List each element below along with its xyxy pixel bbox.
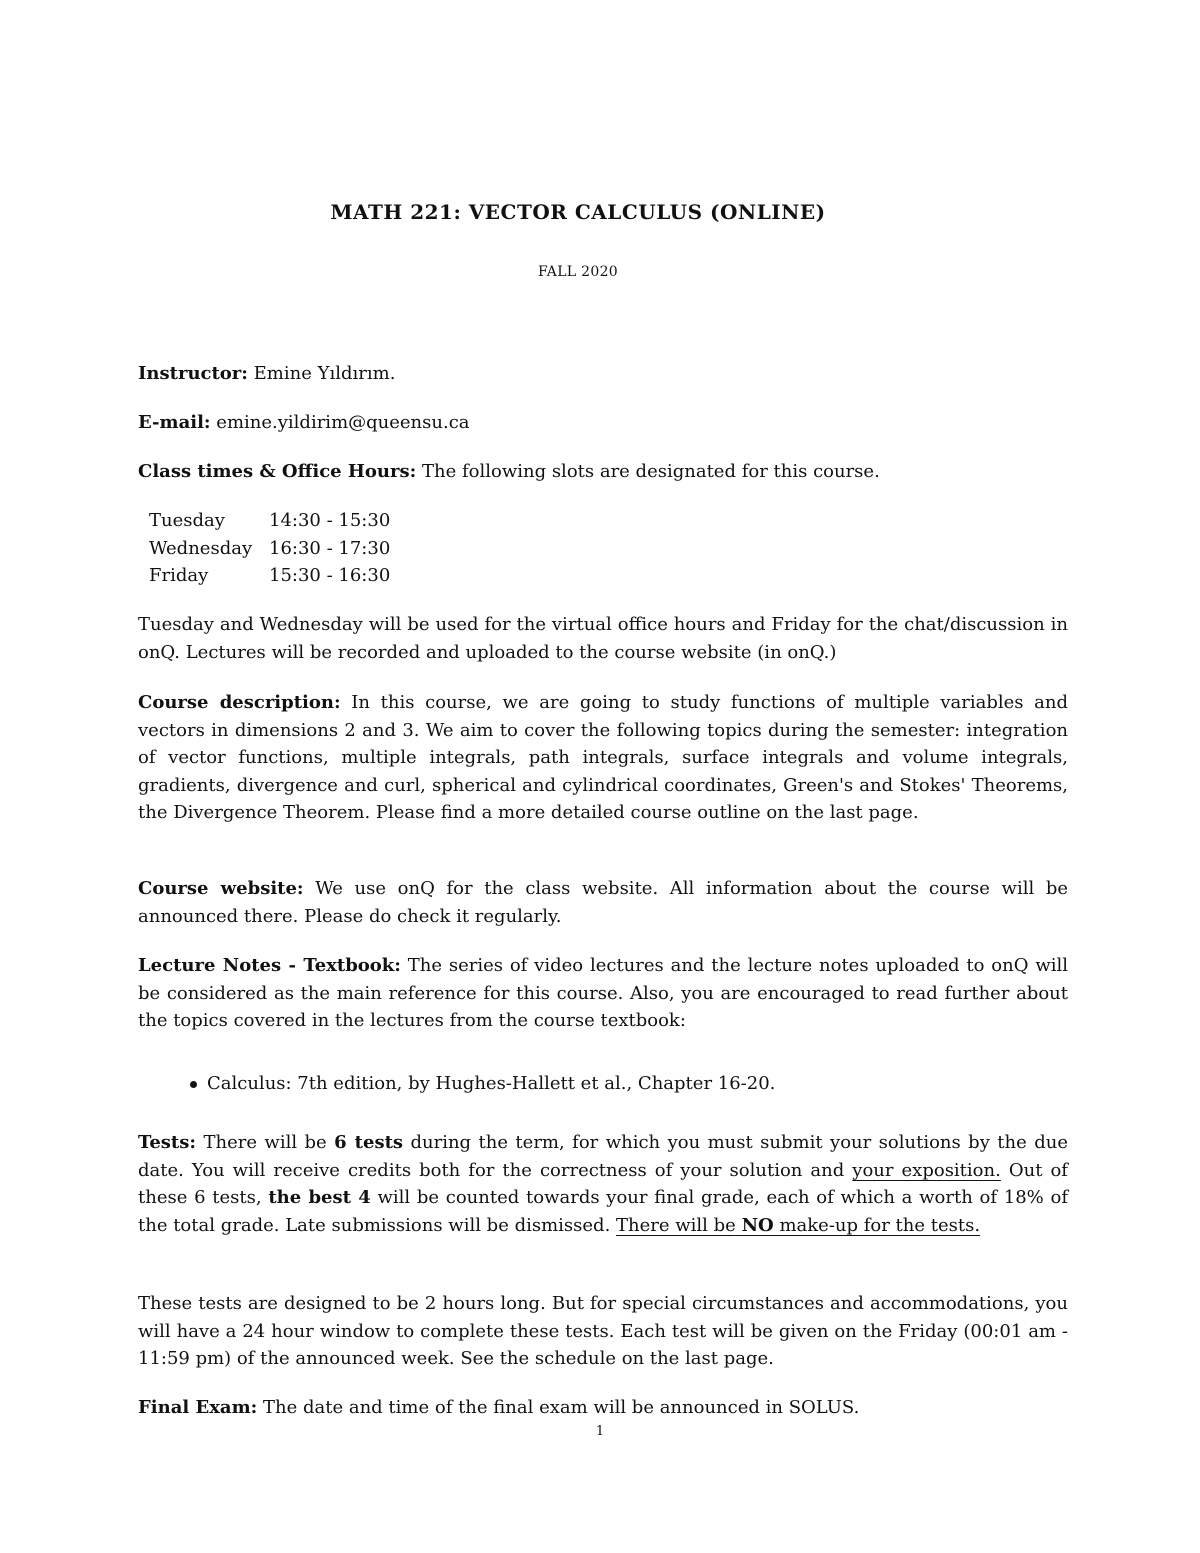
course-term: FALL 2020 — [538, 264, 618, 280]
class-times-line — [138, 458, 1068, 486]
course-description-paragraph — [138, 689, 1068, 827]
table-row — [149, 562, 390, 590]
tests-details-paragraph: These tests are designed to be 2 hours long. But for special circumstances and accommodations, you will have a 24 hour window to complete these tests. Each test will be given on the Friday (00:01 am - 11:59 pm) of the announced week. See the schedule on the last page. — [138, 1293, 1068, 1369]
email-label: E-mail: — [138, 412, 211, 433]
course-website-paragraph — [138, 875, 1068, 930]
email-address: emine.yildirim@queensu.ca — [216, 412, 470, 433]
page-number: 1 — [595, 1424, 605, 1439]
course-description-text: In this course, we are going to study functions of multiple variables and vectors in dimensions 2 and 3. We aim to cover the following topics during the semester: integration of vector functions, multiple integrals, path integrals, surface integrals and volume integrals, gradients, divergence and curl, spherical and cylindrical coordinates, Green's and Stokes' Theorems, the Divergence Theorem. Please find a more detailed course outline on the last page. — [138, 692, 1068, 823]
best-tests: the best 4 — [268, 1187, 371, 1208]
table-row — [149, 535, 390, 563]
tests-text: Out of these 6 tests, — [138, 1159, 1068, 1208]
slot-day: Friday — [149, 565, 209, 586]
instructor-name: Emine Yıldırım. — [253, 363, 396, 384]
tests-text: There will be — [203, 1132, 327, 1153]
lecture-notes-text: The series of video lectures and the lecture notes uploaded to onQ will be considered as the main reference for this course. Also, you are encouraged to read further about the topics covered in the lectures from the course textbook: — [138, 955, 1068, 1031]
slot-day: Tuesday — [149, 510, 225, 531]
class-times-table — [149, 507, 390, 590]
slot-day: Wednesday — [149, 537, 253, 559]
tests-text: during the term, for which you must submit your solutions by the due date. You will receive credits both for the correctness of your solution and — [138, 1132, 1068, 1181]
course-website-label: Course website: — [138, 878, 304, 899]
class-times-intro: The following slots are designated for this course. — [422, 461, 880, 482]
exposition-underlined: your exposition. — [852, 1159, 1001, 1181]
slot-time: 14:30 - 15:30 — [269, 510, 391, 531]
lecture-notes-label: Lecture Notes - Textbook: — [138, 955, 401, 976]
no-makeup-emphasis: NO — [741, 1214, 774, 1236]
course-description-label: Course description: — [138, 692, 341, 713]
class-times-label: Class times & Office Hours: — [138, 461, 417, 482]
slot-time: 15:30 - 16:30 — [269, 565, 391, 586]
tests-count: 6 tests — [334, 1132, 404, 1153]
textbook-list-item — [190, 1070, 775, 1098]
final-exam-text: The date and time of the final exam will be announced in SOLUS. — [263, 1397, 860, 1418]
course-title: MATH 221: VECTOR CALCULUS (ONLINE) — [330, 200, 826, 224]
no-makeup-underlined — [616, 1215, 980, 1236]
final-exam-label: Final Exam: — [138, 1397, 258, 1418]
instructor-label: Instructor: — [138, 363, 248, 384]
slot-time: 16:30 - 17:30 — [269, 537, 391, 559]
course-website-text: We use onQ for the class website. All information about the course will be announced there. Please do check it regularly. — [138, 878, 1069, 927]
tests-text: will be counted towards your final grade, each of which a worth of 18% of the total grade. Late submissions will be dismissed. — [138, 1187, 1068, 1236]
lecture-notes-paragraph — [138, 952, 1068, 1035]
class-times-note: Tuesday and Wednesday will be used for the virtual office hours and Friday for the chat/discussion in onQ. Lectures will be recorded and uploaded to the course website (in onQ.) — [138, 614, 1068, 663]
no-makeup-text: make-up for the tests. — [779, 1214, 981, 1236]
email-line — [138, 409, 1068, 437]
bullet-icon — [190, 1081, 197, 1088]
tests-label: Tests: — [138, 1132, 197, 1153]
textbook-citation: Calculus: 7th edition, by Hughes-Hallett et al., Chapter 16-20. — [207, 1073, 776, 1094]
final-exam-paragraph — [138, 1394, 1068, 1422]
no-makeup-text: There will be — [616, 1214, 736, 1236]
table-row — [149, 507, 390, 535]
instructor-line — [138, 360, 1068, 388]
tests-paragraph — [138, 1129, 1068, 1239]
